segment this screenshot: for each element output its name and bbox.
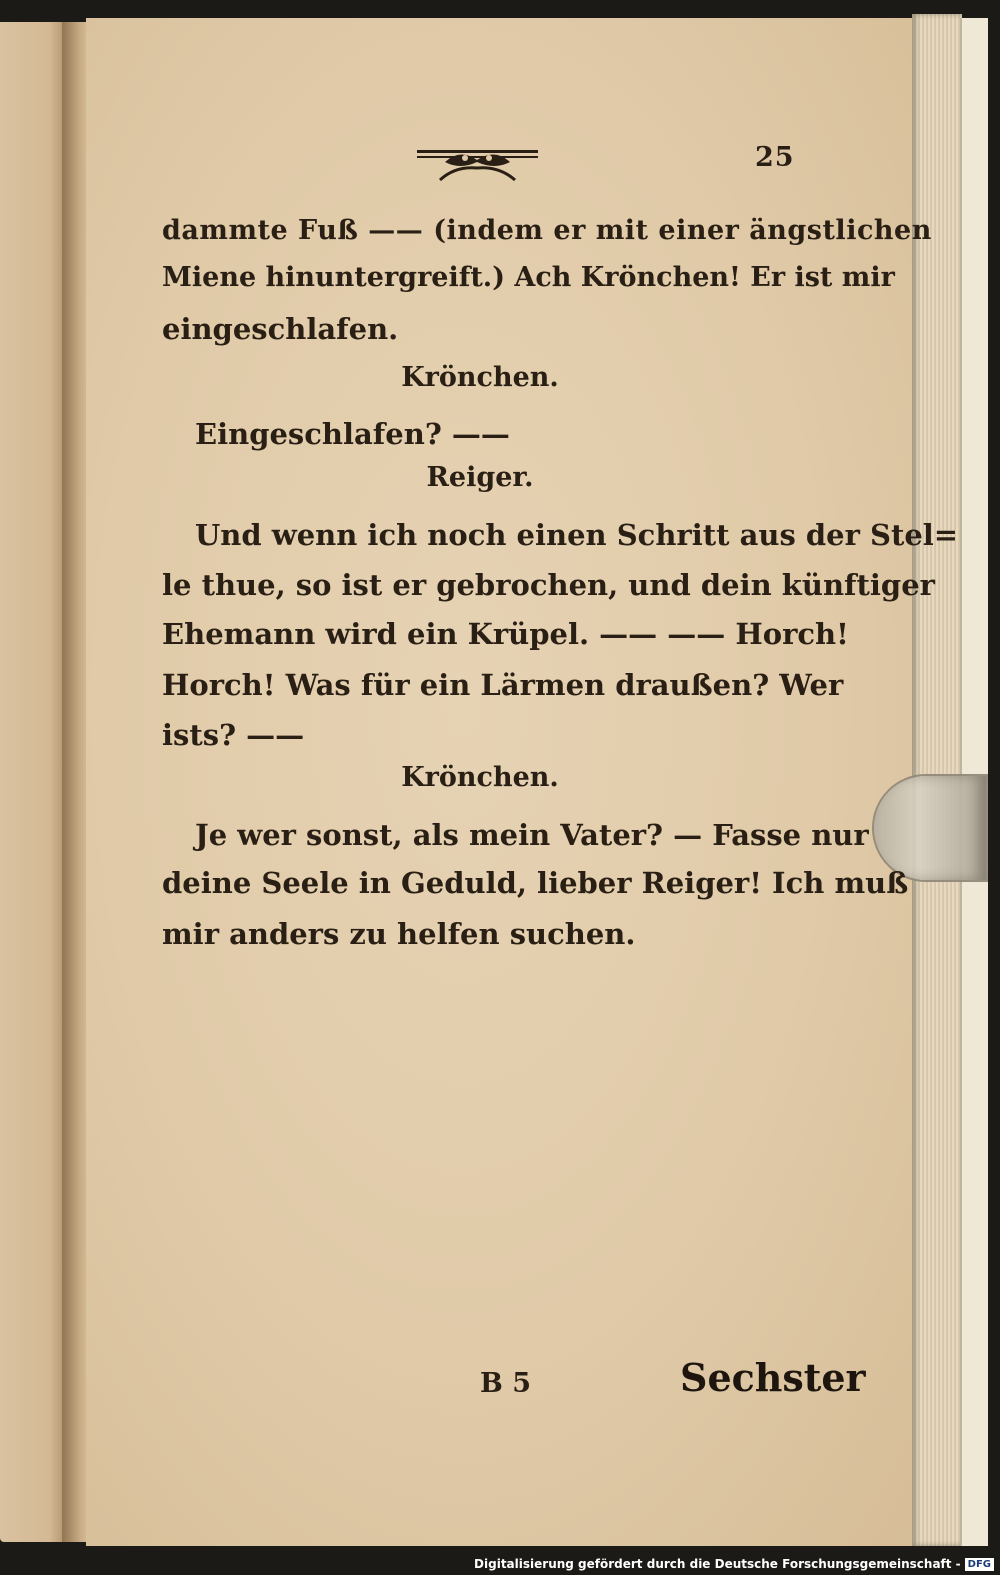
text-line: mir anders zu helfen suchen. xyxy=(162,917,636,951)
signature-mark: B 5 xyxy=(480,1368,532,1399)
speaker-name: Reiger. xyxy=(426,462,534,493)
text-line: Und wenn ich noch einen Schritt aus der Stel= xyxy=(195,518,959,552)
text-line: Horch! Was für ein Lärmen draußen? Wer xyxy=(162,668,844,702)
text-line: ists? —— xyxy=(162,718,305,752)
digitization-footer xyxy=(474,1557,994,1571)
text-line: Eingeschlafen? —— xyxy=(195,417,510,451)
text-line: Je wer sonst, als mein Vater? — Fasse nur xyxy=(195,818,869,852)
page-number: 25 xyxy=(755,142,795,173)
decorative-ornament-icon xyxy=(415,140,540,190)
speaker-name: Krönchen. xyxy=(401,762,559,793)
text-line: dammte Fuß —— (indem er mit einer ängstlichen xyxy=(162,215,932,246)
text-line: le thue, so ist er gebrochen, und dein künftiger xyxy=(162,568,935,602)
catchword: Sechster xyxy=(680,1355,866,1400)
dfg-logo-icon: DFG xyxy=(965,1558,994,1571)
text-line: Miene hinuntergreift.) Ach Krönchen! Er ist mir xyxy=(162,262,895,293)
text-line: eingeschlafen. xyxy=(162,312,399,346)
speaker-name: Krönchen. xyxy=(401,362,559,393)
text-line: Ehemann wird ein Krüpel. —— —— Horch! xyxy=(162,617,849,651)
footer-text: Digitalisierung gefördert durch die Deutsche Forschungsgemeinschaft - xyxy=(474,1557,961,1571)
text-line: deine Seele in Geduld, lieber Reiger! Ich muß xyxy=(162,866,909,900)
